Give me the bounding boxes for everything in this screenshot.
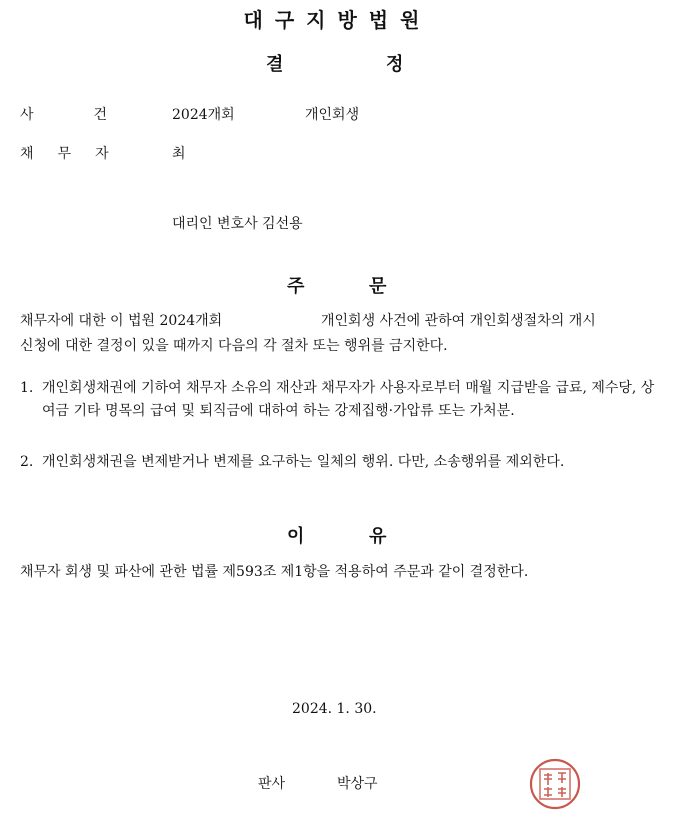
judge-title: 판사: [258, 776, 286, 792]
order-intro-line2: 신청에 대한 결정이 있을 때까지 다음의 각 절차 또는 행위를 금지한다.: [20, 338, 448, 354]
order-item-1: [20, 377, 665, 423]
decision-date: 2024. 1. 30.: [292, 701, 377, 717]
doc-type-left: 결: [266, 54, 284, 75]
order-heading-left: 주: [287, 276, 305, 297]
case-name: 개인회생: [305, 107, 360, 123]
court-name: 대구지방법원: [243, 8, 432, 32]
order-item-1-text: 개인회생채권에 기하여 채무자 소유의 재산과 채무자가 사용자로부터 매월 지급받을 급료, 제수당, 상여금 기타 명목의 급여 및 퇴직금에 대하여 하는 강제집행·가압류 또는 가처분.: [42, 380, 655, 419]
order-intro-part2: 개인회생 사건에 관하여 개인회생절차의 개시: [321, 313, 596, 329]
agent-line: 대리인 변호사 김선용: [172, 216, 303, 232]
debtor-label-char-2: 무: [57, 146, 72, 162]
order-item-2-text: 개인회생채권을 변제받거나 변제를 요구하는 일체의 행위. 다만, 소송행위를 제외한다.: [42, 454, 565, 470]
reason-heading-left: 이: [287, 526, 305, 547]
case-label-block: [20, 104, 107, 124]
order-item-1-num: 1.: [20, 380, 34, 396]
debtor-name: 최: [172, 146, 186, 162]
case-label-char-1: 사: [20, 107, 34, 123]
reason-heading-right: 유: [369, 526, 387, 547]
judge-name: 박상구: [337, 776, 378, 792]
order-heading-right: 문: [369, 276, 387, 297]
order-item-2-num: 2.: [20, 454, 34, 470]
case-number: 2024개회: [172, 107, 235, 123]
order-intro-part1: 채무자에 대한 이 법원 2024개회: [20, 313, 223, 329]
order-item-2: [20, 451, 665, 474]
debtor-label-block: [20, 143, 109, 163]
reason-text: 채무자 회생 및 파산에 관한 법률 제593조 제1항을 적용하여 주문과 같이 결정한다.: [20, 564, 529, 580]
debtor-label-char-1: 채: [20, 146, 34, 162]
doc-type-right: 정: [386, 54, 404, 75]
case-label-char-2: 건: [93, 107, 108, 123]
debtor-label-char-3: 자: [95, 146, 109, 162]
judge-seal-stamp: [528, 757, 582, 811]
